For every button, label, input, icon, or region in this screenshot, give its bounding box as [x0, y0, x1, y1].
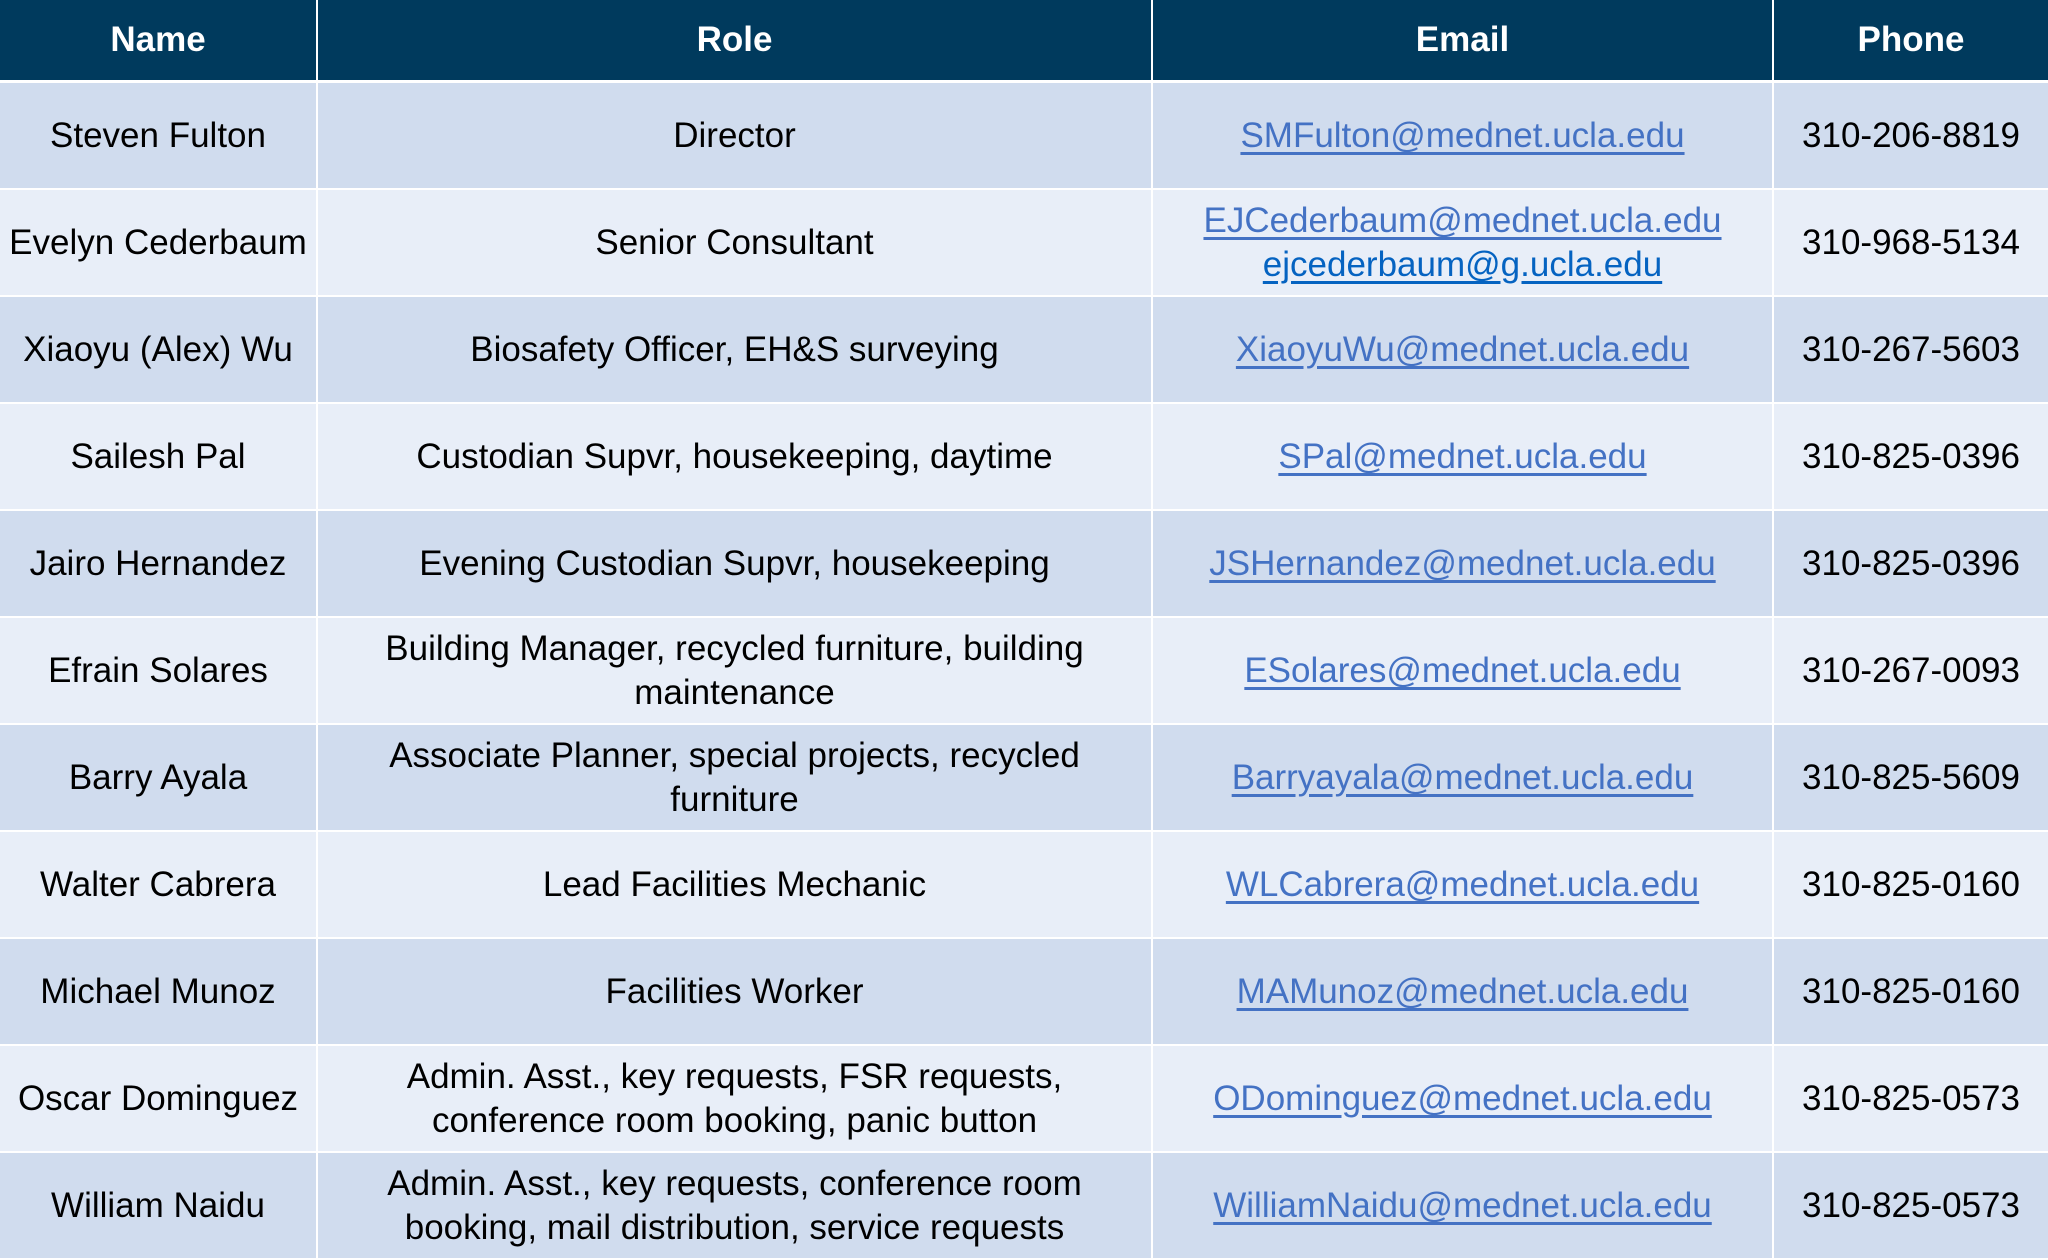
contact-email-cell	[1153, 83, 1774, 190]
contact-email-cell	[1153, 1046, 1774, 1153]
contact-email-link[interactable]: JSHernandez@mednet.ucla.edu	[1209, 543, 1716, 583]
contact-name: Sailesh Pal	[0, 404, 318, 511]
contact-phone: 310-267-0093	[1774, 618, 2048, 725]
contact-email-link[interactable]: SMFulton@mednet.ucla.edu	[1240, 115, 1685, 155]
column-header-email: Email	[1153, 0, 1774, 83]
contact-email-link[interactable]: Barryayala@mednet.ucla.edu	[1231, 757, 1694, 797]
contact-phone: 310-825-0160	[1774, 832, 2048, 939]
contact-role: Admin. Asst., key requests, conference room booking, mail distribution, service requests	[318, 1153, 1153, 1260]
contact-role: Associate Planner, special projects, recycled furniture	[318, 725, 1153, 832]
contact-phone: 310-825-0573	[1774, 1046, 2048, 1153]
contact-name: Evelyn Cederbaum	[0, 190, 318, 297]
contact-role: Evening Custodian Supvr, housekeeping	[318, 511, 1153, 618]
contact-email-cell	[1153, 404, 1774, 511]
contact-email-link[interactable]: EJCederbaum@mednet.ucla.edu	[1203, 200, 1722, 240]
contact-name: Barry Ayala	[0, 725, 318, 832]
contact-phone: 310-825-0573	[1774, 1153, 2048, 1260]
contact-email-link[interactable]: ESolares@mednet.ucla.edu	[1244, 650, 1681, 690]
contact-email-cell	[1153, 1153, 1774, 1260]
contact-role: Building Manager, recycled furniture, building maintenance	[318, 618, 1153, 725]
contact-email-cell	[1153, 190, 1774, 297]
contact-phone: 310-206-8819	[1774, 83, 2048, 190]
column-header-name: Name	[0, 0, 318, 83]
contact-name: William Naidu	[0, 1153, 318, 1260]
contact-role: Lead Facilities Mechanic	[318, 832, 1153, 939]
contact-name: Walter Cabrera	[0, 832, 318, 939]
contact-email-link[interactable]: XiaoyuWu@mednet.ucla.edu	[1235, 329, 1690, 369]
contact-email-link[interactable]: SPal@mednet.ucla.edu	[1278, 436, 1647, 476]
contact-role: Facilities Worker	[318, 939, 1153, 1046]
contact-role: Admin. Asst., key requests, FSR requests, conference room booking, panic button	[318, 1046, 1153, 1153]
contact-role: Senior Consultant	[318, 190, 1153, 297]
contact-phone: 310-267-5603	[1774, 297, 2048, 404]
contact-phone: 310-825-0396	[1774, 511, 2048, 618]
contact-email-cell	[1153, 511, 1774, 618]
contact-name: Efrain Solares	[0, 618, 318, 725]
contact-email-link[interactable]: WilliamNaidu@mednet.ucla.edu	[1213, 1185, 1712, 1225]
column-header-role: Role	[318, 0, 1153, 83]
contact-name: Oscar Dominguez	[0, 1046, 318, 1153]
contact-name: Steven Fulton	[0, 83, 318, 190]
contact-name: Xiaoyu (Alex) Wu	[0, 297, 318, 404]
contact-email-cell	[1153, 939, 1774, 1046]
email-stack	[1203, 199, 1721, 287]
contact-email-cell	[1153, 725, 1774, 832]
contact-phone: 310-825-0160	[1774, 939, 2048, 1046]
contact-email-link-secondary[interactable]: ejcederbaum@g.ucla.edu	[1262, 244, 1663, 284]
contact-role: Biosafety Officer, EH&S surveying	[318, 297, 1153, 404]
contact-name: Michael Munoz	[0, 939, 318, 1046]
contact-phone: 310-825-0396	[1774, 404, 2048, 511]
contact-role: Custodian Supvr, housekeeping, daytime	[318, 404, 1153, 511]
column-header-phone: Phone	[1774, 0, 2048, 83]
contact-phone: 310-968-5134	[1774, 190, 2048, 297]
contact-email-cell	[1153, 297, 1774, 404]
contact-email-link[interactable]: MAMunoz@mednet.ucla.edu	[1236, 971, 1689, 1011]
contact-phone: 310-825-5609	[1774, 725, 2048, 832]
contact-email-cell	[1153, 618, 1774, 725]
contact-email-link[interactable]: ODominguez@mednet.ucla.edu	[1213, 1078, 1712, 1118]
contact-name: Jairo Hernandez	[0, 511, 318, 618]
contact-email-link[interactable]: WLCabrera@mednet.ucla.edu	[1225, 864, 1700, 904]
contact-email-cell	[1153, 832, 1774, 939]
contact-role: Director	[318, 83, 1153, 190]
